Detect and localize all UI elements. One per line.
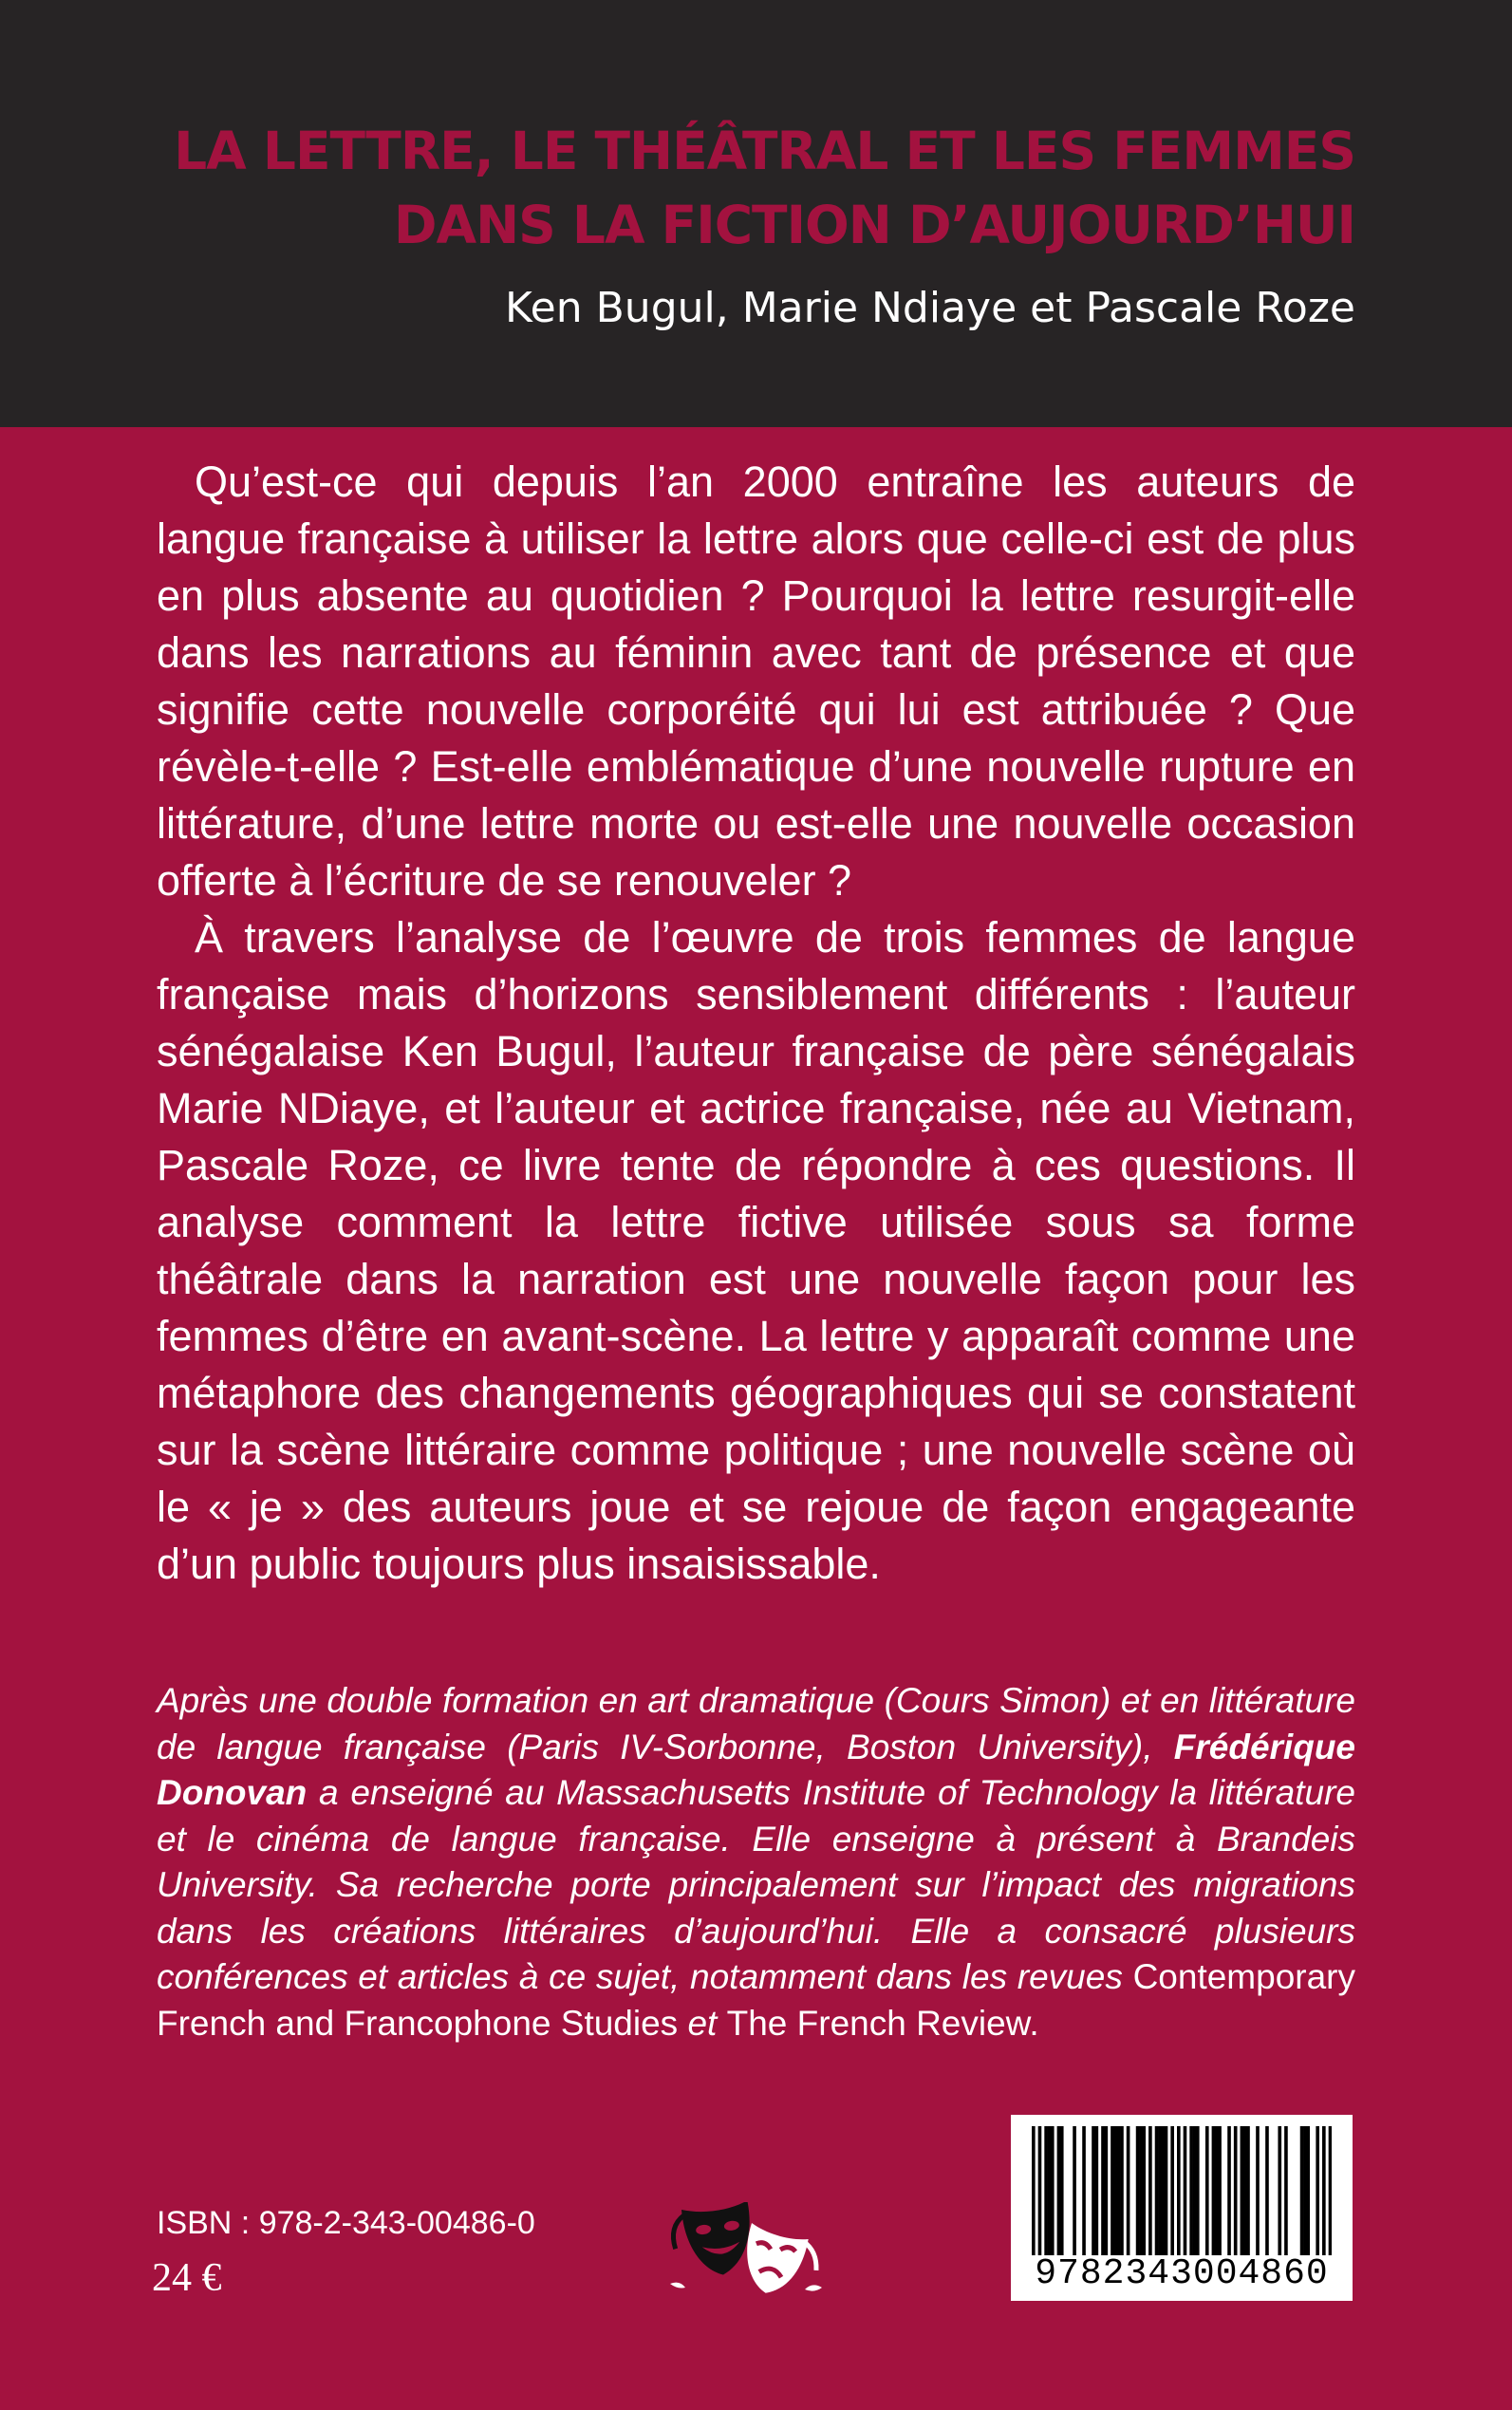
barcode-bar: [1136, 2126, 1140, 2255]
barcode-bar: [1092, 2126, 1095, 2255]
bio-conjunction: et: [678, 2003, 727, 2043]
barcode-bar: [1241, 2126, 1244, 2255]
barcode-bar: [1073, 2126, 1076, 2255]
barcode-bar: [1038, 2126, 1042, 2255]
barcode-bar: [1284, 2126, 1288, 2255]
barcode-bar: [1196, 2126, 1200, 2255]
barcode-bar: [1148, 2126, 1152, 2255]
barcode-bar: [1212, 2126, 1216, 2255]
barcode-bar: [1306, 2126, 1310, 2255]
barcode-bar: [1243, 2126, 1247, 2255]
barcode-bar: [1051, 2126, 1055, 2255]
bio-intro: Après une double formation en art dramatique (Cours Simon) et en littérature de langue française (Paris IV-Sorbonne, Boston University),: [157, 1681, 1355, 1766]
bio-body: a enseigné au Massachusetts Institute of Technology la littérature et le cinéma de langue française. Elle enseigne à présent à Brandeis University. Sa recherche porte principalement sur l’impact des migrations dans les créations littéraires d’aujourd’hui. Elle a consacré plusieurs conférences et articles à ce sujet, notamment dans les revues: [157, 1773, 1355, 1996]
barcode-bar: [1120, 2126, 1124, 2255]
barcode-bar: [1322, 2126, 1326, 2255]
barcode-bar: [1303, 2126, 1307, 2255]
barcode-bar: [1101, 2126, 1105, 2255]
barcode-bar: [1300, 2126, 1304, 2255]
barcode-bar: [1139, 2126, 1143, 2255]
barcode-icon: [1032, 2126, 1332, 2255]
barcode-bar: [1060, 2126, 1064, 2255]
theater-masks-icon: [664, 2202, 826, 2307]
barcode-bar: [1113, 2126, 1117, 2255]
barcode-bar: [1205, 2126, 1209, 2255]
header-band: [0, 0, 1512, 427]
book-subtitle: Ken Bugul, Marie Ndiaye et Pascale Roze: [505, 284, 1355, 332]
barcode-bar: [1189, 2126, 1193, 2255]
barcode-bar: [1165, 2126, 1168, 2255]
isbn: ISBN : 978-2-343-00486-0: [157, 2205, 535, 2241]
barcode: [1011, 2115, 1353, 2301]
barcode-number: 9782343004860: [1035, 2253, 1329, 2294]
barcode-bar: [1158, 2126, 1162, 2255]
price: 24 €: [152, 2256, 222, 2300]
barcode-bar: [1155, 2126, 1159, 2255]
barcode-bar: [1117, 2126, 1121, 2255]
barcode-bar: [1048, 2126, 1052, 2255]
barcode-bar: [1184, 2126, 1187, 2255]
barcode-bar: [1329, 2126, 1332, 2255]
journal-title-1: Contemporary French and Francophone Studies: [157, 1957, 1355, 2043]
book-title-line-2: DANS LA FICTION D’AUJOURD’HUI: [393, 195, 1355, 255]
barcode-bar: [1142, 2126, 1146, 2255]
barcode-bar: [1227, 2126, 1231, 2255]
barcode-bar: [1170, 2126, 1174, 2255]
bio-end: .: [1029, 2003, 1039, 2043]
barcode-bar: [1105, 2126, 1109, 2255]
barcode-bar: [1111, 2126, 1114, 2255]
book-title: [121, 114, 1355, 262]
summary-text: [157, 454, 1355, 1593]
barcode-bar: [1265, 2126, 1269, 2255]
barcode-bar: [1278, 2126, 1281, 2255]
barcode-bar: [1246, 2126, 1250, 2255]
barcode-bar: [1256, 2126, 1260, 2255]
barcode-bar: [1032, 2126, 1036, 2255]
barcode-bar: [1044, 2126, 1048, 2255]
journal-title-2: The French Review: [726, 2003, 1030, 2043]
book-title-line-1: LA LETTRE, LE THÉÂTRAL ET LES FEMMES: [174, 121, 1355, 181]
barcode-bar: [1161, 2126, 1165, 2255]
barcode-bar: [1234, 2126, 1238, 2255]
barcode-bar: [1215, 2126, 1219, 2255]
author-bio: [157, 1678, 1355, 2046]
barcode-bar: [1082, 2126, 1086, 2255]
summary-paragraph-1: Qu’est-ce qui depuis l’an 2000 entraîne les auteurs de langue française à utiliser la lettre alors que celle-ci est de plus en plus absente au quotidien ? Pourquoi la lettre resurgit-elle dans les narrations au féminin avec tant de présence et que signifie cette nouvelle corporéité qui lui est attribuée ? Que révèle-t-elle ? Est-elle emblématique d’une nouvelle rupture en littérature, d’une lettre morte ou est-elle une nouvelle occasion offerte à l’écriture de se renouveler ?: [157, 458, 1355, 905]
barcode-bar: [1095, 2126, 1099, 2255]
barcode-bar: [1218, 2126, 1222, 2255]
barcode-bar: [1177, 2126, 1181, 2255]
barcode-bar: [1127, 2126, 1130, 2255]
barcode-bar: [1193, 2126, 1197, 2255]
author-name: Frédérique Donovan: [157, 1727, 1355, 1812]
summary-paragraph-2: À travers l’analyse de l’œuvre de trois femmes de langue française mais d’horizons sensiblement différents : l’auteur sénégalaise Ken Bugul, l’auteur française de père sénégalais Marie NDiaye, et l’auteur et actrice française, née au Vietnam, Pascale Roze, ce livre tente de répondre à ces questions. Il analyse comment la lettre fictive utilisée sous sa forme théâtrale dans la narration est une nouvelle façon pour les femmes d’être en avant-scène. La lettre y apparaît comme une métaphore des changements géographiques qui se constatent sur la scène littéraire comme politique ; une nouvelle scène où le « je » des auteurs joue et se rejoue de façon engageante d’un public toujours plus insaisissable.: [157, 913, 1355, 1588]
barcode-bar: [1057, 2126, 1061, 2255]
barcode-bar: [1316, 2126, 1319, 2255]
